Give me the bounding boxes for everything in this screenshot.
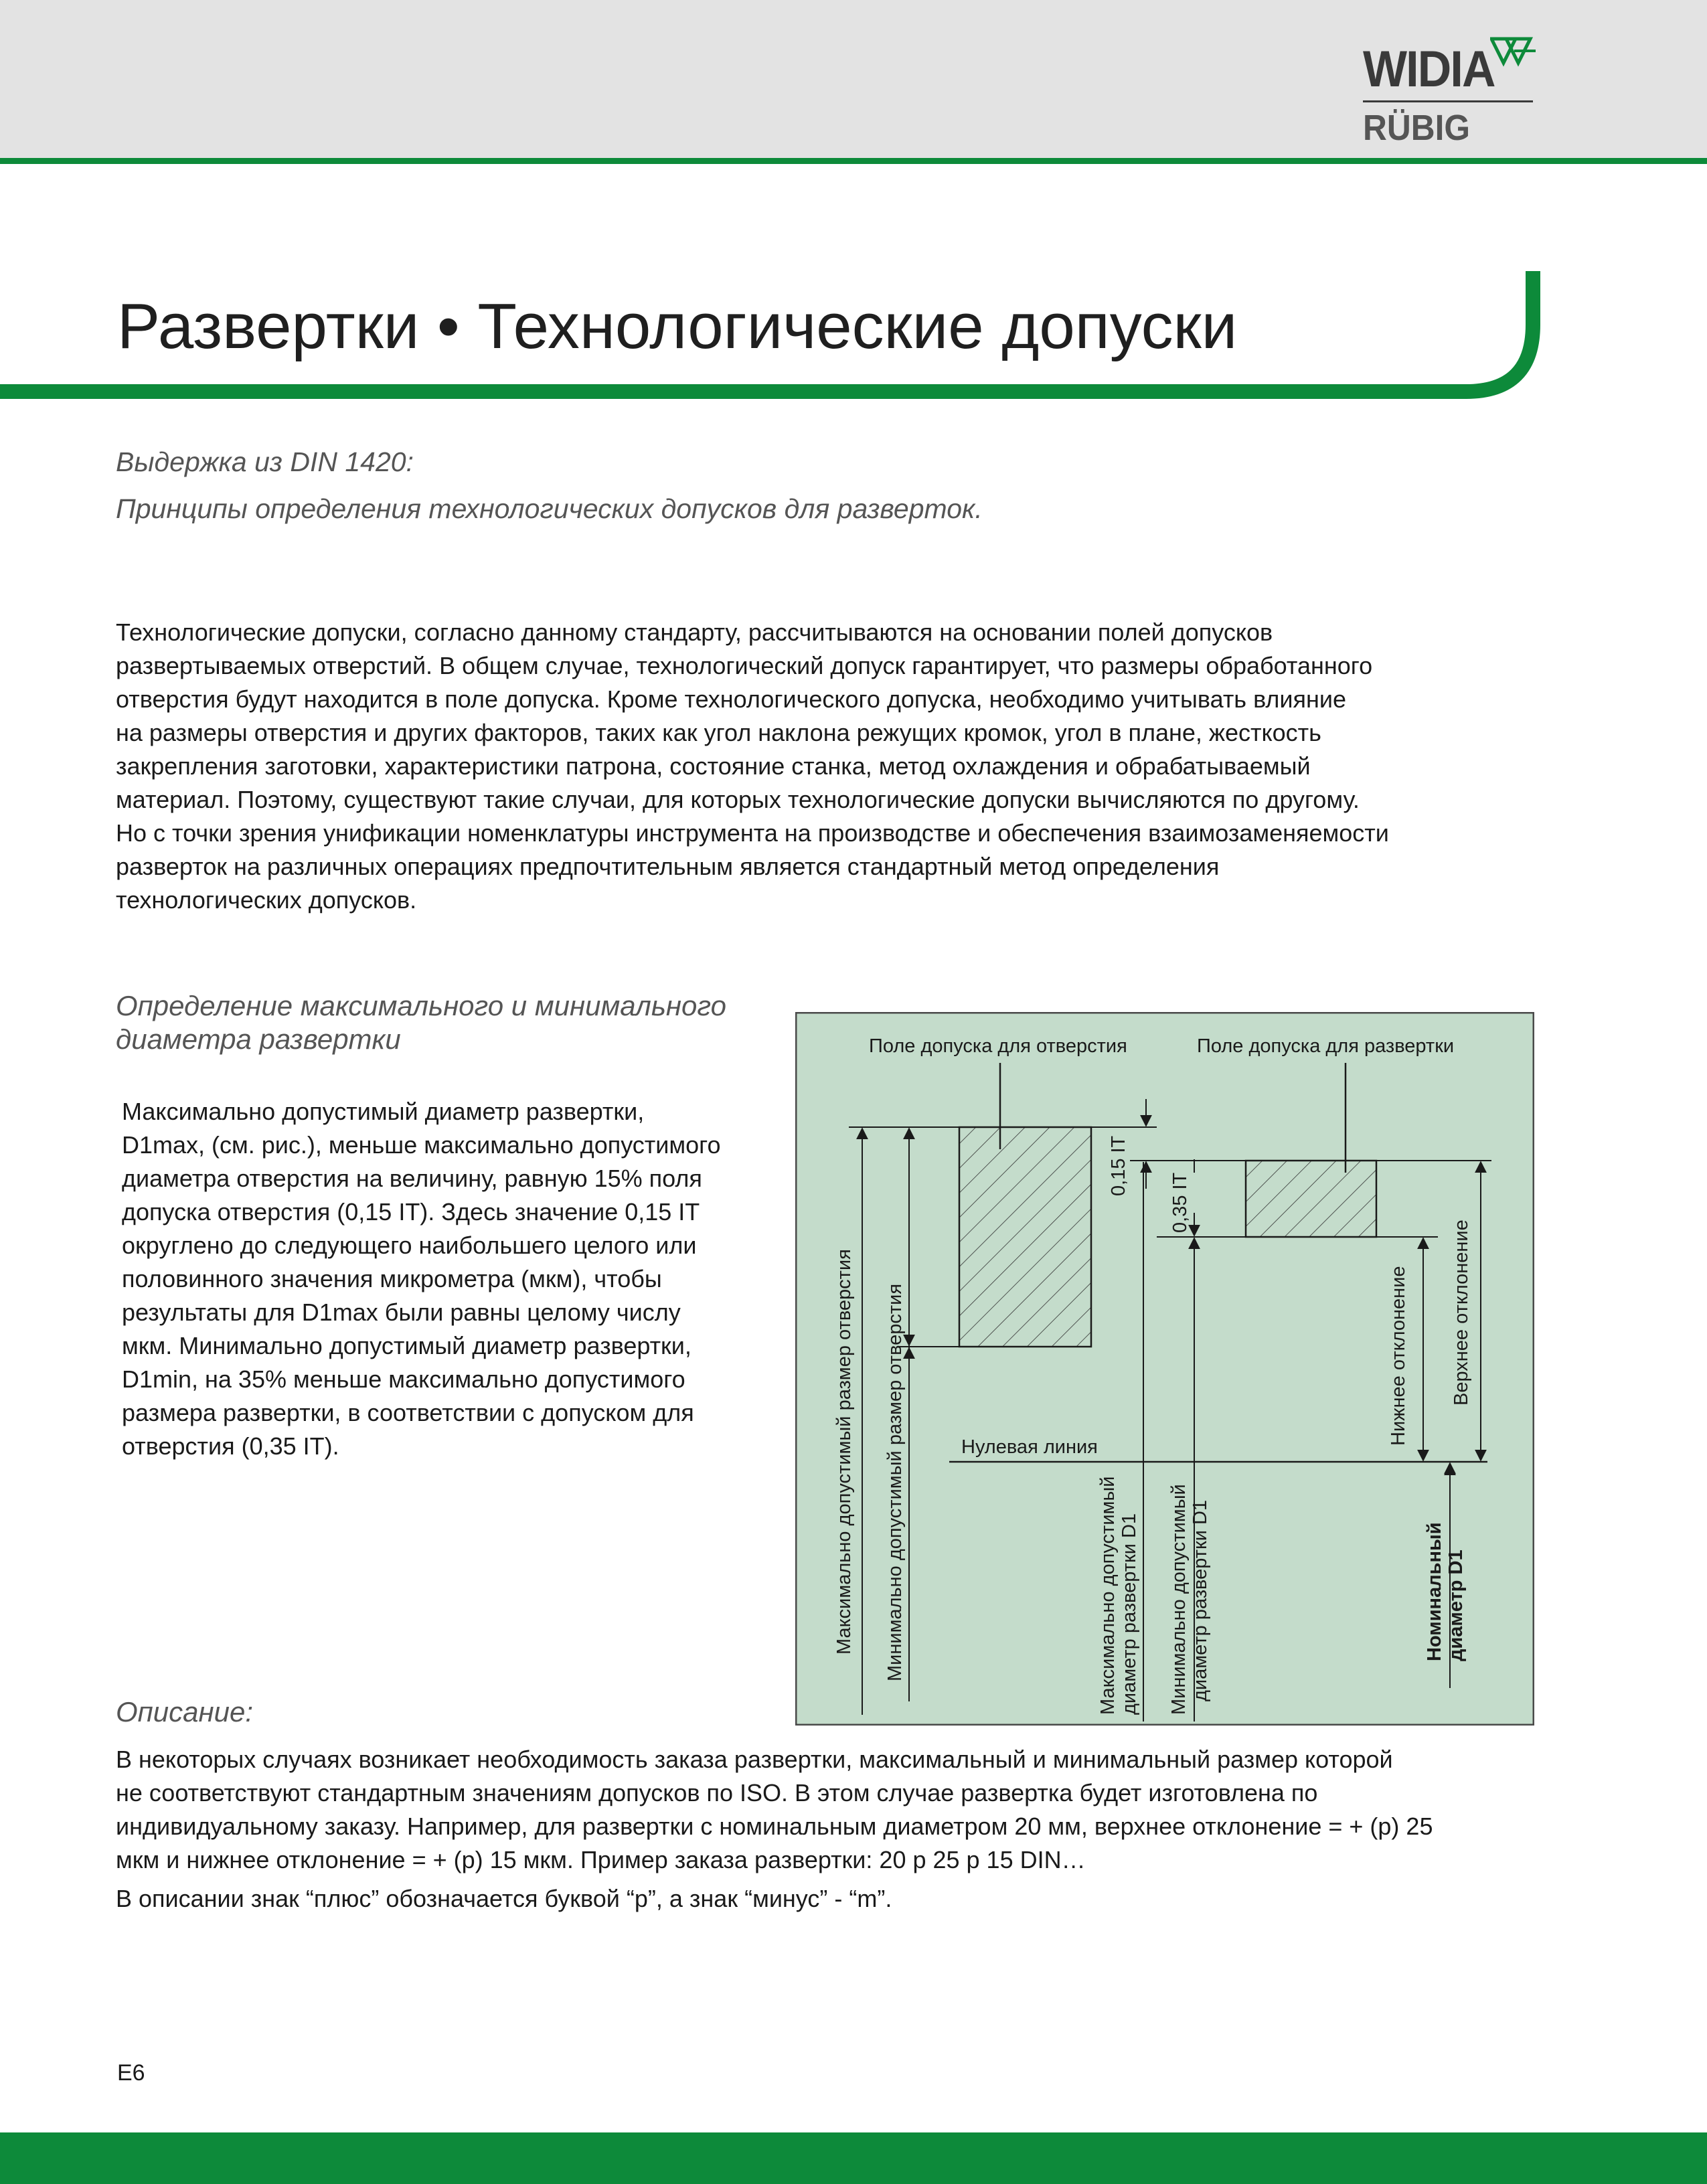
- page-number: E6: [117, 2060, 145, 2086]
- intro-line: разверток на различных операциях предпочтительным является стандартный метод определения: [116, 853, 1220, 880]
- heading-line: Определение максимального и минимального: [116, 990, 726, 1021]
- intro-line: отверстия будут находится в поле допуска. Кроме технологического допуска, необходимо учитывать влияние: [116, 685, 1346, 713]
- section1-line: отверстия (0,35 IT).: [122, 1432, 339, 1460]
- section-heading-description: Описание:: [116, 1696, 253, 1728]
- heading-line: диаметра развертки: [116, 1023, 401, 1055]
- label-reamer-tolerance-field: Поле допуска для развертки: [1197, 1035, 1455, 1057]
- label-max-reamer-2: диаметр развертки D1: [1119, 1513, 1140, 1715]
- label-nominal-1: Номинальный: [1424, 1522, 1445, 1661]
- label-min-hole: Минимально допустимый размер отверстия: [884, 1283, 906, 1681]
- label-015-it: 0,15 IT: [1108, 1135, 1129, 1196]
- section1-line: размера развертки, в соответствии с допуском для: [122, 1399, 694, 1426]
- intro-line: Технологические допуски, согласно данному стандарту, рассчитываются на основании полей допусков: [116, 618, 1273, 646]
- section2-note: В описании знак “плюс” обозначается буквой “p”, а знак “минус” - “m”.: [116, 1885, 892, 1912]
- intro-line: Но с точки зрения унификации номенклатуры инструмента на производстве и обеспечения взаимозаменяемости: [116, 819, 1389, 847]
- hole-tolerance-field: [959, 1127, 1091, 1347]
- section2-line: не соответствуют стандартным значениям допусков по ISO. В этом случае развертка будет изготовлена по: [116, 1779, 1318, 1807]
- logo-widia-text: WIDIA: [1363, 41, 1495, 98]
- section2-line: индивидуальному заказу. Например, для развертки с номинальным диаметром 20 мм, верхнее отклонение = + (p) 25: [116, 1813, 1433, 1840]
- header-rule: [0, 158, 1707, 164]
- label-zero-line: Нулевая линия: [961, 1436, 1098, 1458]
- section1-line: D1min, на 35% меньше максимально допустимого: [122, 1365, 685, 1393]
- tolerance-diagram: [795, 1012, 1534, 1726]
- subtitle-principles: Принципы определения технологических допусков для разверток.: [116, 493, 983, 524]
- logo-triangle-icon: [1490, 36, 1537, 76]
- intro-line: материал. Поэтому, существуют такие случаи, для которых технологические допуски вычисляются по другому.: [116, 786, 1360, 813]
- intro-line: на размеры отверстия и других факторов, таких как угол наклона режущих кромок, угол в плане, жесткость: [116, 719, 1321, 746]
- intro-paragraph: [116, 616, 1548, 917]
- section1-line: мкм. Минимально допустимый диаметр развертки,: [122, 1332, 692, 1359]
- intro-line: закрепления заготовки, характеристики патрона, состояние станка, метод охлаждения и обрабатываемый: [116, 752, 1311, 780]
- section2-line: мкм и нижнее отклонение = + (p) 15 мкм. Пример заказа развертки: 20 p 25 p 15 DIN…: [116, 1846, 1086, 1873]
- label-min-reamer-2: диаметр развертки D1: [1190, 1499, 1211, 1701]
- section2-line: В некоторых случаях возникает необходимость заказа развертки, максимальный и минимальный размер которой: [116, 1746, 1393, 1773]
- section1-line: допуска отверстия (0,15 IT). Здесь значение 0,15 IT: [122, 1198, 700, 1226]
- label-nominal-2: диаметр D1: [1445, 1549, 1467, 1661]
- section1-line: D1max, (см. рис.), меньше максимально допустимого: [122, 1131, 721, 1159]
- intro-line: технологических допусков.: [116, 886, 417, 914]
- section1-line: диаметра отверстия на величину, равную 15% поля: [122, 1165, 702, 1192]
- label-035-it: 0,35 IT: [1169, 1172, 1191, 1233]
- section1-line: результаты для D1max были равны целому числу: [122, 1298, 681, 1326]
- section1-line: половинного значения микрометра (мкм), чтобы: [122, 1265, 662, 1292]
- intro-line: развертываемых отверстий. В общем случае, технологический допуск гарантирует, что размеры обработанного: [116, 652, 1373, 679]
- label-max-reamer-1: Максимально допустимый: [1097, 1476, 1119, 1715]
- footer-rule: [0, 2132, 1707, 2184]
- label-hole-tolerance-field: Поле допуска для отверстия: [869, 1035, 1127, 1057]
- widia-rubig-logo: [1363, 31, 1537, 151]
- label-lower-deviation: Нижнее отклонение: [1388, 1266, 1409, 1446]
- reamer-tolerance-field: [1246, 1161, 1376, 1237]
- label-upper-deviation: Верхнее отклонение: [1451, 1220, 1472, 1406]
- label-min-reamer-1: Минимально допустимый: [1168, 1484, 1190, 1715]
- section1-paragraph: [122, 1095, 778, 1463]
- page-title: Развертки • Технологические допуски: [117, 290, 1238, 362]
- subtitle-source: Выдержка из DIN 1420:: [116, 446, 414, 477]
- section1-line: округлено до следующего наибольшего целого или: [122, 1232, 697, 1259]
- logo-rubig-text: RÜBIG: [1363, 108, 1471, 148]
- section-heading-reamer-diameter: [116, 989, 785, 1056]
- tolerance-diagram-svg: [795, 1012, 1534, 1726]
- label-max-hole: Максимально допустимый размер отверстия: [833, 1249, 855, 1655]
- section2-paragraph: [116, 1743, 1562, 1916]
- section1-line: Максимально допустимый диаметр развертки,: [122, 1098, 645, 1125]
- logo-divider: [1363, 100, 1533, 102]
